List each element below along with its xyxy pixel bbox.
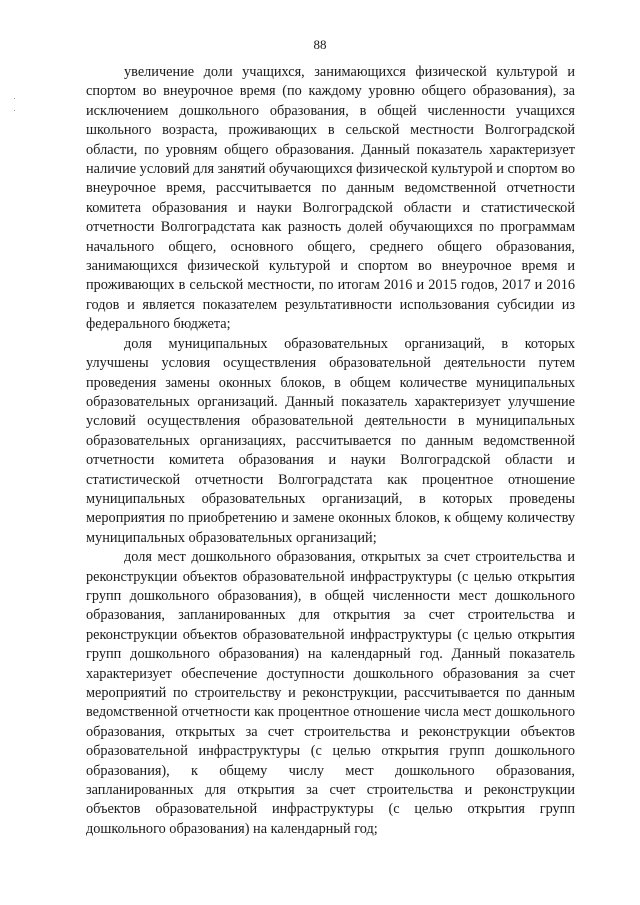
paragraph-preschool-places: доля мест дошкольного образования, открытых за счет строительства и реконструкции объектов образовательной инфраструктуры (с целью открытия групп дошкольного образования), в общей численности мест дошкольного образования, запланированных для открытия за счет строительства и реконструкции объектов образовательной инфраструктуры (с целью открытия групп дошкольного образования) на календарный год. Данный показатель характеризует обеспечение доступности дошкольного образования за счет мероприятий по строительству и реконструкции, рассчитывается по данным ведомственной отчетности как процентное отношение числа мест дошкольного образования, открытых за счет строительства и реконструкции объектов образовательной инфраструктуры (с целью открытия групп дошкольного образования), к общему числу мест дошкольного образования, запланированных для открытия за счет строительства и реконструкции объектов образовательной инфраструктуры (с целью открытия групп дошкольного образования) на календарный год; [86,549,575,837]
margin-mark [14,98,15,99]
page-number: 88 [313,37,327,52]
paragraph-sport-share: увеличение доли учащихся, занимающихся физической культурой и спортом во внеурочное время (по каждому уровню общего образования), за исключением дошкольного образования, в общей численности учащихся школьного возраста, проживающих в сельской местности Волгоградской области, по уровням общего образования. Данный показатель характеризует наличие условий для занятий обучающихся физической культурой и спортом во внеурочное время, рассчитывается по данным ведомственной отчетности комитета образования и науки Волгоградской области и статистической отчетности Волгоградстата как разность долей обучающихся по программам начального общего, основного общего, среднего общего образования, занимающихся физической культурой и спортом во внеурочное время и проживающих в сельской местности, по итогам 2016 и 2015 годов, 2017 и 2016 годов и является показателем результативности использования субсидии из федерального бюджета; [86,64,575,333]
document-body [86,63,575,839]
margin-mark [14,110,15,111]
paragraph-window-replacement: доля муниципальных образовательных организаций, в которых улучшены условия осуществления образовательной деятельности путем проведения замены оконных блоков, в общем количестве муниципальных образовательных организаций. Данный показатель характеризует улучшение условий осуществления образовательной деятельности в муниципальных образовательных организациях, рассчитывается по данным ведомственной отчетности комитета образования и науки Волгоградской области и статистической отчетности Волгоградстата как процентное отношение муниципальных образовательных организаций, в которых проведены мероприятия по приобретению и замене оконных блоков, к общему количеству муниципальных образовательных организаций; [86,335,575,546]
